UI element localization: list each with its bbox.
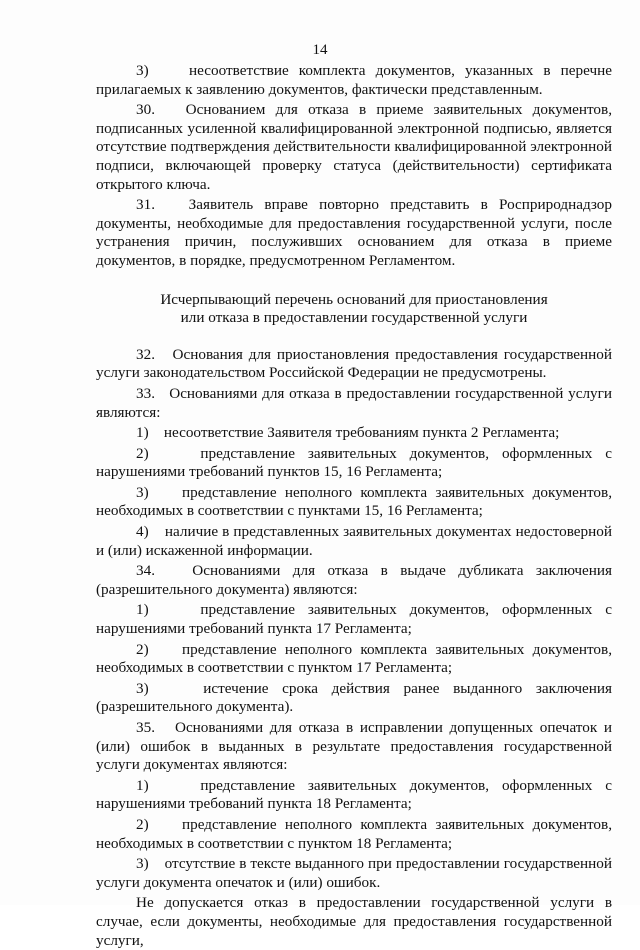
- section-heading-line: или отказа в предоставлении государственной услуги: [180, 309, 528, 327]
- section-heading: [96, 291, 612, 328]
- paragraph: 34. Основаниями для отказа в выдаче дубликата заключения (разрешительного документа) являются:: [96, 562, 612, 598]
- list-item: 1) представление заявительных документов, оформленных с нарушениями требований пункта 18 Регламента;: [96, 776, 612, 813]
- list-item: 2) представление заявительных документов, оформленных с нарушениями требований пунктов 15, 16 Регламента;: [96, 444, 612, 481]
- list-item: 2) представление неполного комплекта заявительных документов, необходимых в соответствии с пунктом 17 Регламента;: [96, 640, 612, 677]
- list-item: 4) наличие в представленных заявительных документах недостоверной и (или) искаженной информации.: [96, 523, 612, 559]
- list-item: 2) представление неполного комплекта заявительных документов, необходимых в соответствии с пунктом 18 Регламента;: [96, 815, 612, 852]
- list-item: 3) представление неполного комплекта заявительных документов, необходимых в соответствии с пунктами 15, 16 Регламента;: [96, 483, 612, 520]
- paragraph: 33. Основаниями для отказа в предоставлении государственной услуги являются:: [96, 384, 612, 421]
- list-item: 1) представление заявительных документов, оформленных с нарушениями требований пункта 17 Регламента;: [96, 601, 612, 638]
- paragraph: 35. Основаниями для отказа в исправлении допущенных опечаток и (или) ошибок в выданных в результате предоставления государственной услуги документах являются:: [96, 719, 612, 774]
- paragraph: 30. Основанием для отказа в приеме заявительных документов, подписанных усиленной квалифицированной электронной подписью, является отсутствие подтверждения действительности квалифицированной электронной подписи, включающей проверку статуса (действительности) сертификата открытого ключа.: [96, 101, 612, 193]
- paragraph: 3) несоответствие комплекта документов, указанных в перечне прилагаемых к заявлению документов, фактически представленным.: [96, 62, 612, 98]
- list-item: 3) отсутствие в тексте выданного при предоставлении государственной услуги документа опечаток и (или) ошибок.: [96, 855, 612, 891]
- paragraph: 32. Основания для приостановления предоставления государственной услуги законодательством Российской Федерации не предусмотрены.: [96, 345, 612, 382]
- list-item: 3) истечение срока действия ранее выданного заключения (разрешительного документа).: [96, 679, 612, 716]
- document-body: [96, 62, 612, 950]
- list-item: 1) несоответствие Заявителя требованиям пункта 2 Регламента;: [136, 424, 560, 442]
- paragraph: Не допускается отказ в предоставлении государственной услуги в случае, если документы, необходимые для предоставления государственной услуги,: [96, 894, 612, 949]
- paragraph: 31. Заявитель вправе повторно представить в Росприроднадзор документы, необходимые для предоставления государственной услуги, после устранения причин, послуживших основанием для отказа в приеме документов, в порядке, предусмотренном Регламентом.: [96, 196, 612, 269]
- section-heading-line: Исчерпывающий перечень оснований для приостановления: [160, 290, 548, 308]
- page-number: 14: [312, 42, 328, 58]
